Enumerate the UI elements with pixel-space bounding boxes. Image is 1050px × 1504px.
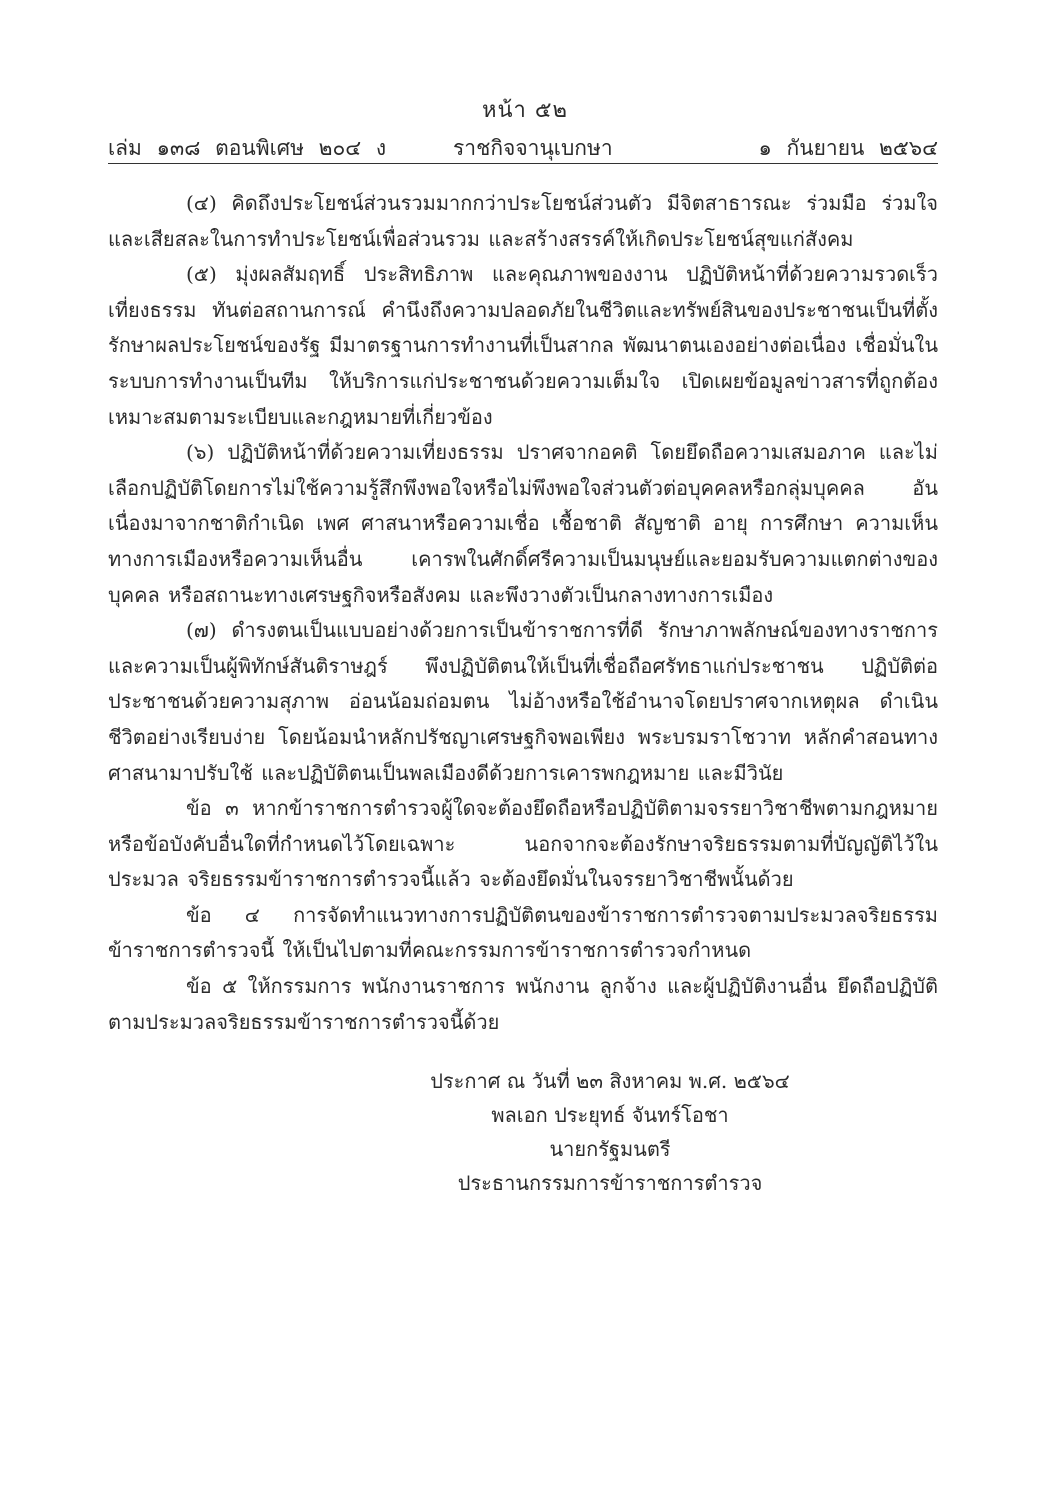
- header-divider: [108, 163, 938, 164]
- paragraph-item-6: (๖) ปฏิบัติหน้าที่ด้วยความเที่ยงธรรม ปราศจากอคติ โดยยึดถือความเสมอภาค และไม่เลือกปฏิบัติโดยการไม่ใช้ความรู้สึกพึงพอใจหรือไม่พึงพอใจส่วนตัวต่อบุคคลหรือกลุ่มบุคคล อันเนื่องมาจากชาติกำเนิด เพศ ศาสนาหรือความเชื่อ เชื้อชาติ สัญชาติ อายุ การศึกษา ความเห็นทางการเมืองหรือความเห็นอื่น เคารพในศักดิ์ศรีความเป็นมนุษย์และยอมรับความแตกต่างของบุคคล หรือสถานะทางเศรษฐกิจหรือสังคม และพึงวางตัวเป็นกลางทางการเมือง: [108, 440, 938, 607]
- gazette-date: ๑ กันยายน ๒๕๖๔: [758, 136, 938, 160]
- signatory-role: ประธานกรรมการข้าราชการตำรวจ: [457, 1171, 763, 1195]
- paragraph-clause-3: ข้อ ๓ หากข้าราชการตำรวจผู้ใดจะต้องยึดถือหรือปฏิบัติตามจรรยาวิชาชีพตามกฎหมาย หรือข้อบังคับอื่นใดที่กำหนดไว้โดยเฉพาะ นอกจากจะต้องรักษาจริยธรรมตามที่บัญญัติไว้ในประมวล จริยธรรมข้าราชการตำรวจนี้แล้ว จะต้องยึดมั่นในจรรยาวิชาชีพนั้นด้วย: [108, 796, 938, 892]
- signatory-position: นายกรัฐมนตรี: [549, 1137, 671, 1161]
- gazette-header: [108, 132, 938, 162]
- paragraph-item-4: (๔) คิดถึงประโยชน์ส่วนรวมมากกว่าประโยชน์ส่วนตัว มีจิตสาธารณะ ร่วมมือ ร่วมใจ และเสียสละในการทำประโยชน์เพื่อส่วนรวม และสร้างสรรค์ให้เกิดประโยชน์สุขแก่สังคม: [108, 191, 938, 251]
- signature-block: [300, 1064, 920, 1200]
- signatory-name: พลเอก ประยุทธ์ จันทร์โอชา: [491, 1103, 729, 1127]
- announcement-date: ประกาศ ณ วันที่ ๒๓ สิงหาคม พ.ศ. ๒๕๖๔: [430, 1069, 790, 1093]
- paragraph-item-7: (๗) ดำรงตนเป็นแบบอย่างด้วยการเป็นข้าราชการที่ดี รักษาภาพลักษณ์ของทางราชการ และความเป็นผู้พิทักษ์สันติราษฎร์ พึงปฏิบัติตนให้เป็นที่เชื่อถือศรัทธาแก่ประชาชน ปฏิบัติต่อประชาชนด้วยความสุภาพ อ่อนน้อมถ่อมตน ไม่อ้างหรือใช้อำนาจโดยปราศจากเหตุผล ดำเนินชีวิตอย่างเรียบง่าย โดยน้อมนำหลักปรัชญาเศรษฐกิจพอเพียง พระบรมราโชวาท หลักคำสอนทางศาสนามาปรับใช้ และปฏิบัติตนเป็นพลเมืองดีด้วยการเคารพกฎหมาย และมีวินัย: [108, 618, 938, 785]
- paragraph-item-5: (๕) มุ่งผลสัมฤทธิ์ ประสิทธิภาพ และคุณภาพของงาน ปฏิบัติหน้าที่ด้วยความรวดเร็ว เที่ยงธรรม ทันต่อสถานการณ์ คำนึงถึงความปลอดภัยในชีวิตและทรัพย์สินของประชาชนเป็นที่ตั้ง รักษาผลประโยชน์ของรัฐ มีมาตรฐานการทำงานที่เป็นสากล พัฒนาตนเองอย่างต่อเนื่อง เชื่อมั่นในระบบการทำงานเป็นทีม ให้บริการแก่ประชาชนด้วยความเต็มใจ เปิดเผยข้อมูลข่าวสารที่ถูกต้องเหมาะสมตามระเบียบและกฎหมายที่เกี่ยวข้อง: [108, 262, 938, 429]
- document-body: [108, 186, 938, 1040]
- paragraph-clause-5: ข้อ ๕ ให้กรรมการ พนักงานราชการ พนักงาน ลูกจ้าง และผู้ปฏิบัติงานอื่น ยึดถือปฏิบัติ ตามประมวลจริยธรรมข้าราชการตำรวจนี้ด้วย: [108, 974, 938, 1034]
- gazette-name: ราชกิจจานุเบกษา: [453, 136, 613, 160]
- paragraph-clause-4: ข้อ ๔ การจัดทำแนวทางการปฏิบัติตนของข้าราชการตำรวจตามประมวลจริยธรรม ข้าราชการตำรวจนี้ ให้เป็นไปตามที่คณะกรรมการข้าราชการตำรวจกำหนด: [108, 902, 938, 963]
- volume-issue: เล่ม ๑๓๘ ตอนพิเศษ ๒๐๔ ง: [108, 136, 387, 160]
- page-number: หน้า ๕๒: [481, 98, 569, 123]
